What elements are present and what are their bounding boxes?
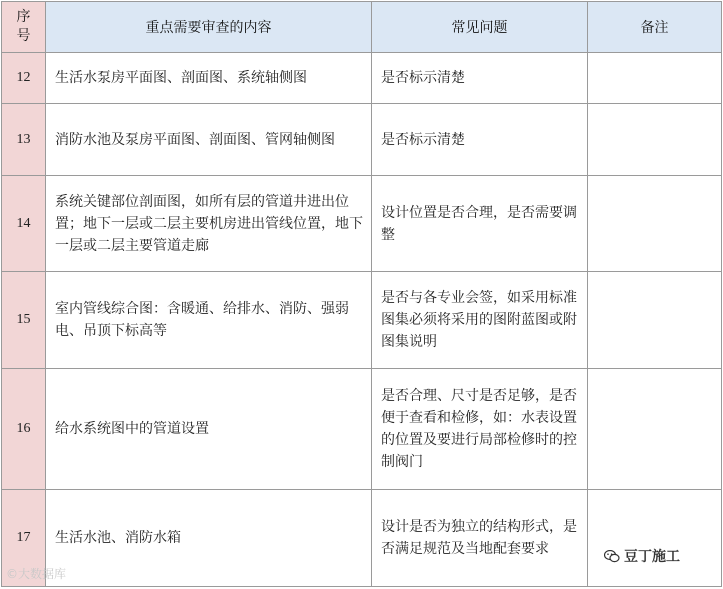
common-issue: 设计是否为独立的结构形式，是否满足规范及当地配套要求 [372,490,588,587]
note-cell [588,272,722,369]
row-number: 13 [2,104,46,176]
header-note: 备注 [588,2,722,53]
note-cell [588,176,722,272]
header-row [2,2,722,53]
watermark-right-text: 豆丁施工 [624,549,680,565]
review-table [1,1,722,587]
common-issue: 是否标示清楚 [372,104,588,176]
review-content: 生活水池、消防水箱 [46,490,372,587]
common-issue: 是否合理、尺寸是否足够，是否便于查看和检修，如：水表设置的位置及要进行局部检修时的控制阀门 [372,369,588,490]
table-row [2,272,722,369]
review-content: 生活水泵房平面图、剖面图、系统轴侧图 [46,53,372,104]
watermark-right [604,546,680,566]
row-number: 15 [2,272,46,369]
wechat-icon [604,550,620,563]
table-row [2,490,722,587]
review-content: 室内管线综合图：含暖通、给排水、消防、强弱电、吊顶下标高等 [46,272,372,369]
header-no: 序号 [2,2,46,53]
common-issue: 是否与各专业会签，如采用标准图集必须将采用的图附蓝图或附图集说明 [372,272,588,369]
row-number: 17 [2,490,46,587]
common-issue: 设计位置是否合理，是否需要调整 [372,176,588,272]
note-cell [588,490,722,587]
table-row [2,53,722,104]
review-content: 给水系统图中的管道设置 [46,369,372,490]
review-content: 消防水池及泵房平面图、剖面图、管网轴侧图 [46,104,372,176]
note-cell [588,369,722,490]
header-issue: 常见问题 [372,2,588,53]
header-content: 重点需要审查的内容 [46,2,372,53]
row-number: 12 [2,53,46,104]
table-row [2,369,722,490]
table-row [2,176,722,272]
common-issue: 是否标示清楚 [372,53,588,104]
row-number: 16 [2,369,46,490]
note-cell [588,104,722,176]
row-number: 14 [2,176,46,272]
note-cell [588,53,722,104]
review-content: 系统关键部位剖面图，如所有层的管道井进出位置；地下一层或二层主要机房进出管线位置，地下一层或二层主要管道走廊 [46,176,372,272]
table-row [2,104,722,176]
watermark-left: ©大数据库 [6,567,67,581]
